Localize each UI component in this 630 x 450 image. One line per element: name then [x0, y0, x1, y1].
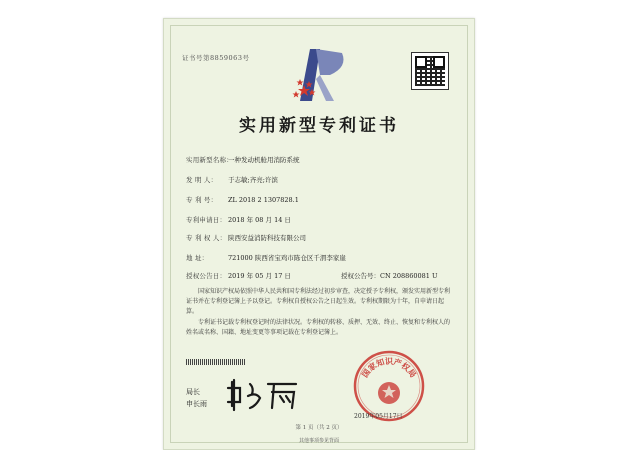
field-label: 专 利 号： [186, 196, 218, 204]
seal-date: 2019年05月17日 [354, 413, 403, 420]
patent-office-emblem-icon [290, 41, 352, 111]
director-signature [224, 374, 304, 414]
barcode [186, 359, 246, 365]
field-value: ZL 2018 2 1307828.1 [228, 196, 299, 204]
field-filing-date [186, 215, 291, 224]
field-inventor [186, 175, 278, 184]
body-paragraph: 国家知识产权局依照中华人民共和国专利法经过初步审查，决定授予专利权，颁发实用新型专利证书并在专利登记簿上予以登记。专利权自授权公告之日起生效。专利权期限为十年，自申请日起算。 [186, 288, 451, 315]
field-grant-date [186, 271, 438, 280]
field-label: 发 明 人： [186, 176, 218, 184]
director-name: 申长雨 [186, 400, 207, 408]
field-value: 于志敏;齐亮;许滨 [228, 176, 278, 184]
seal-text: 国家知识产权局 [359, 356, 419, 380]
field-utility-model-name [186, 155, 300, 164]
field-value: 721000 陕西省宝鸡市陈仓区千渭李家崖 [228, 254, 346, 262]
field-grant-number-label: 授权公告号： [341, 272, 380, 280]
page-number: 第 1 页（共 2 页） [295, 425, 343, 431]
field-label: 实用新型名称： [186, 156, 233, 164]
field-label: 专利申请日： [186, 216, 227, 224]
back-note: 其他事项参见背面 [298, 438, 339, 444]
field-address [186, 253, 346, 262]
certificate-body [186, 287, 452, 339]
certificate-number: 证书号第8859063号 [182, 54, 250, 62]
field-value: 2018 年 08 月 14 日 [228, 216, 291, 224]
field-grant-number-value: CN 208860081 U [380, 272, 438, 280]
qr-code [412, 53, 448, 89]
field-value: 2019 年 05 月 17 日 [228, 272, 291, 280]
director-title: 局长 [186, 388, 200, 396]
patent-certificate [163, 18, 475, 450]
body-paragraph: 专利证书记载专利权登记时的法律状况。专利权的转移、质押、无效、终止、恢复和专利权人的姓名或名称、国籍、地址变更等事项记载在专利登记簿上。 [186, 319, 451, 336]
certificate-title: 实用新型专利证书 [239, 116, 399, 136]
field-patent-number [186, 195, 299, 204]
field-label: 授权公告日： [186, 272, 227, 280]
field-value: 一种发动机舱用消防系统 [228, 156, 300, 164]
field-label: 地 址： [186, 254, 209, 262]
field-patentee [186, 233, 306, 242]
field-label: 专 利 权 人： [186, 234, 227, 242]
field-value: 陕西安益消防科技有限公司 [228, 234, 306, 242]
